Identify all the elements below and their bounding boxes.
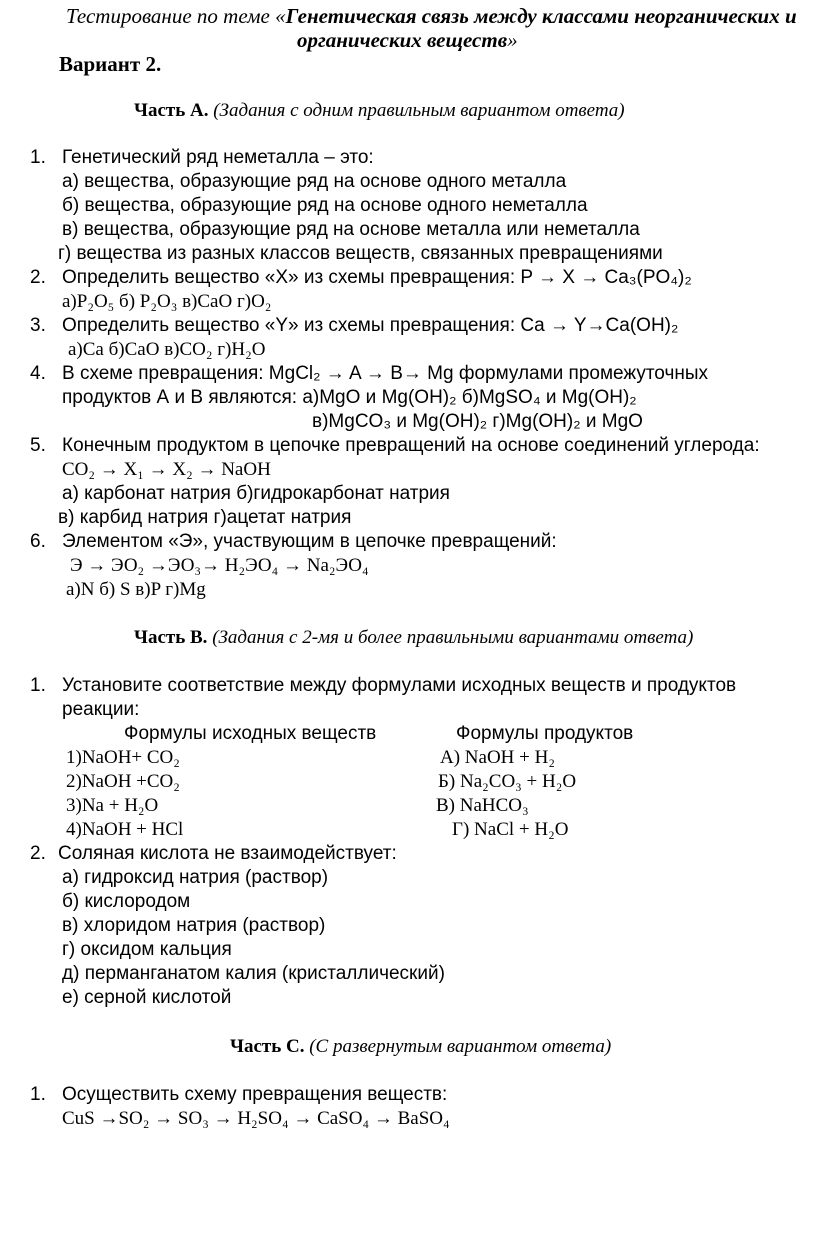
title-prefix: Тестирование по теме « [66,4,286,28]
part-c-header [230,1035,611,1059]
b1-left-4: 4)NaOH + HCl [66,819,184,840]
a1-option-c: в) вещества, образующие ряд на основе металла или неметалла [62,219,640,240]
title-topic-2: органических веществ [297,28,508,52]
a3-num: 3. [30,315,46,336]
b1-right-a: А) NaOH + H₂ [440,747,555,768]
b1-right-c: В) NaHCO₃ [436,795,529,816]
part-a-header [134,99,625,123]
a2-question: Определить вещество «X» из схемы превращения: P → X → Ca₃(PO₄)₂ [62,267,692,288]
a3-options: а)Ca б)CaO в)CO₂ г)H₂O [68,339,266,360]
part-c-label: Часть С. [230,1036,305,1057]
b1-num: 1. [30,675,46,696]
part-b-note: (Задания с 2-мя и более правильными вариантами ответа) [212,627,694,648]
c1-question: Осуществить схему превращения веществ: [62,1084,448,1105]
a4-num: 4. [30,363,46,384]
a2-num: 2. [30,267,46,288]
a1-option-d: г) вещества из разных классов веществ, связанных превращениями [58,243,663,264]
part-a-note: (Задания с одним правильным вариантом ответа) [213,100,625,121]
b2-option-d: г) оксидом кальция [62,939,232,960]
c1-scheme: CuS →SO₂ → SO₃ → H₂SO₄ → CaSO₄ → BaSO₄ [62,1108,450,1129]
a5-scheme: CO₂ → X₁ → X₂ → NaOH [62,459,271,480]
title-line-1 [66,4,797,28]
b2-option-e: д) перманганатом калия (кристаллический) [62,963,445,984]
b1-col-left-header: Формулы исходных веществ [124,723,377,744]
b1-right-d: Г) NaCl + H₂O [452,819,569,840]
a5-options-1: а) карбонат натрия б)гидрокарбонат натрия [62,483,450,504]
part-a-label: Часть А. [134,100,209,121]
a4-options-2: в)MgCO₃ и Mg(OH)₂ г)Mg(OH)₂ и MgO [312,411,643,432]
b1-left-1: 1)NaOH+ CO₂ [66,747,180,768]
a1-question: Генетический ряд неметалла – это: [62,147,374,168]
a1-option-b: б) вещества, образующие ряд на основе одного неметалла [62,195,588,216]
a2-options: а)P₂O₅ б) P₂O₃ в)CaO г)O₂ [62,291,272,312]
b2-num: 2. [30,843,46,864]
variant-label: Вариант 2. [59,52,162,76]
part-b-header [134,626,693,650]
title-suffix: » [507,28,518,52]
a1-option-a: а) вещества, образующие ряд на основе одного металла [62,171,567,192]
a5-question: Конечным продуктом в цепочке превращений на основе соединений углерода: [62,435,760,456]
a6-num: 6. [30,531,46,552]
part-b-label: Часть В. [134,627,208,648]
a6-options: а)N б) S в)P г)Mg [66,579,206,600]
a6-scheme: Э → ЭО₂ →ЭО₃→ H₂ЭО₄ → Na₂ЭО₄ [70,555,369,576]
b2-option-c: в) хлоридом натрия (раствор) [62,915,326,936]
title-topic-1: Генетическая связь между классами неорганических и [285,4,797,28]
b2-option-b: б) кислородом [62,891,191,912]
a3-question: Определить вещество «Y» из схемы превращения: Ca → Y→Ca(OH)₂ [62,315,679,336]
part-c-note: (С развернутым вариантом ответа) [309,1036,612,1057]
b2-question: Соляная кислота не взаимодействует: [58,843,397,864]
a4-options-1: продуктов А и В являются: а)MgO и Mg(OH)₂ б)MgSO₄ и Mg(OH)₂ [62,387,637,408]
a5-num: 5. [30,435,46,456]
b2-option-a: а) гидроксид натрия (раствор) [62,867,329,888]
a5-options-2: в) карбид натрия г)ацетат натрия [58,507,352,528]
b2-option-f: е) серной кислотой [62,987,232,1008]
title-line-2 [297,28,518,52]
b1-question-cont: реакции: [62,699,140,720]
b1-right-b: Б) Na₂CO₃ + H₂O [438,771,577,792]
b1-col-right-header: Формулы продуктов [456,723,634,744]
c1-num: 1. [30,1084,46,1105]
b1-question: Установите соответствие между формулами исходных веществ и продуктов [62,675,737,696]
b1-left-3: 3)Na + H₂O [66,795,159,816]
b1-left-2: 2)NaOH +CO₂ [66,771,180,792]
a4-question: В схеме превращения: MgCl₂ → A → B→ Mg формулами промежуточных [62,363,709,384]
a1-num: 1. [30,147,46,168]
a6-question: Элементом «Э», участвующим в цепочке превращений: [62,531,557,552]
